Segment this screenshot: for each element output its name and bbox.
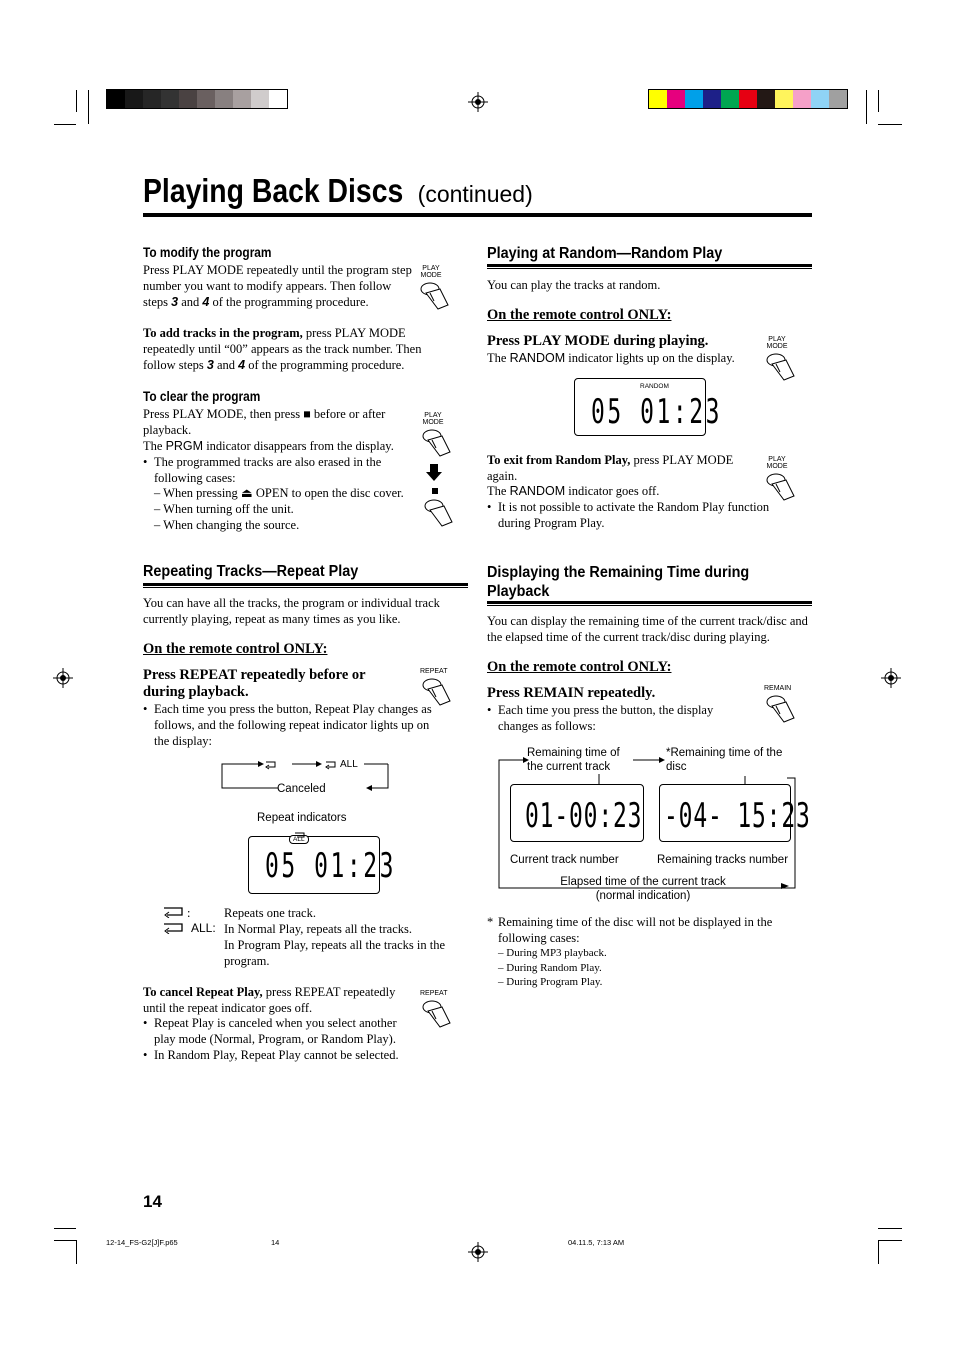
repeat-lcd-display xyxy=(248,836,396,894)
add-tracks-text: To add tracks in the program, press PLAY MODE repeatedly until “00” appears as the track number. Then follow steps 3 and 4 of the programming procedure. xyxy=(143,326,422,372)
prgm-text: The PRGM indicator disappears from the display. xyxy=(143,439,394,453)
repeat-lcd-icon xyxy=(294,832,306,840)
remain-press: Press REMAIN repeatedly. xyxy=(487,685,656,701)
page-number: 14 xyxy=(143,1192,162,1211)
elapsed-time-label: Elapsed time of the current track (normal indication) xyxy=(560,876,726,902)
random-lcd-readout: 05 01:23 xyxy=(591,393,722,432)
color-swatch xyxy=(233,90,251,108)
cycle-canceled-label: Canceled xyxy=(277,783,326,795)
clear-case-list: – When pressing ⏏ OPEN to open the disc cover. – When turning off the unit. – When changing the source. xyxy=(154,486,404,532)
repeat-all-icon xyxy=(324,760,338,770)
color-swatch xyxy=(649,90,667,108)
random-remote-only: On the remote control ONLY: xyxy=(487,307,672,323)
random-bullet: • It is not possible to activate the Random Play function during Program Play. xyxy=(487,500,770,530)
clear-text: Press PLAY MODE, then press ■ before or after playback. xyxy=(143,407,386,437)
repeat-button-icon: REPEAT xyxy=(420,668,456,714)
remain-disc-readout: -04- 15:23 xyxy=(664,797,811,836)
remain-track-readout: 01-00:23 xyxy=(525,797,643,836)
color-swatch xyxy=(721,90,739,108)
color-swatch xyxy=(107,90,125,108)
registration-target-icon xyxy=(468,1242,488,1262)
color-swatch xyxy=(215,90,233,108)
color-swatch xyxy=(125,90,143,108)
color-swatch xyxy=(269,90,287,108)
legend-one-sym: : xyxy=(187,906,191,920)
modify-text: Press PLAY MODE repeatedly until the program step number you want to modify appears. Then follow steps 3 and 4 of the programming procedure. xyxy=(143,263,412,309)
page-title-main: Playing Back Discs xyxy=(143,172,404,209)
repeat-indicators-label: Repeat indicators xyxy=(257,812,347,824)
color-swatch xyxy=(251,90,269,108)
remain-note: * Remaining time of the disc will not be displayed in the following cases: xyxy=(487,915,773,945)
random-intro: You can play the tracks at random. xyxy=(487,278,661,292)
repeat-press: Press REPEAT repeatedly before or during playback. xyxy=(143,667,366,700)
remaining-tracks-label: Remaining tracks number xyxy=(657,854,789,866)
random-lcd-display xyxy=(574,378,722,436)
footer-date: 04.11.5, 7:13 AM xyxy=(568,1238,625,1247)
repeat-rule xyxy=(143,583,468,586)
footer-page: 14 xyxy=(271,1238,280,1247)
remain-remote-only: On the remote control ONLY: xyxy=(487,659,672,675)
page-title xyxy=(143,172,533,210)
repeat-all-indicator: ALL xyxy=(289,835,309,844)
remain-track-label: Remaining time of the current track xyxy=(527,747,620,773)
cycle-all-label: ALL xyxy=(340,759,358,770)
play-mode-button-icon: PLAY MODE xyxy=(418,265,454,318)
color-swatch xyxy=(161,90,179,108)
random-lcd-indicator: RANDOM xyxy=(640,383,669,390)
repeat-one-icon xyxy=(162,906,186,918)
repeat-bullet: • Each time you press the button, Repeat Play changes as follows, and the following repeat indicator lights up on the display: xyxy=(143,702,432,748)
clear-bullet: • The programmed tracks are also erased in the following cases: xyxy=(143,455,382,485)
remain-intro: You can display the remaining time of the current track/disc and the elapsed time of the current track/disc during playing. xyxy=(487,614,808,644)
random-press: Press PLAY MODE during playing. xyxy=(487,333,709,349)
repeat-button-icon: REPEAT xyxy=(420,990,456,1036)
remain-rule xyxy=(487,601,812,604)
page-title-suffix: (continued) xyxy=(417,181,533,207)
color-swatch xyxy=(143,90,161,108)
repeat-remote-only: On the remote control ONLY: xyxy=(143,641,328,657)
legend-one-text: Repeats one track. xyxy=(224,906,316,920)
color-swatch xyxy=(793,90,811,108)
color-bar xyxy=(648,89,848,109)
color-swatch xyxy=(829,90,847,108)
remain-disc-lcd xyxy=(659,784,811,842)
color-swatch xyxy=(757,90,775,108)
color-swatch xyxy=(685,90,703,108)
random-indicator-text: The RANDOM indicator lights up on the display. xyxy=(487,351,735,365)
cancel-bullets: • Repeat Play is canceled when you select another play mode (Normal, Program, or Random Play). • In Random Play, Repeat Play cannot be selected. xyxy=(143,1016,399,1062)
random-heading: Playing at Random—Random Play xyxy=(487,245,723,262)
registration-target-icon xyxy=(881,668,901,688)
remain-disc-label: *Remaining time of the disc xyxy=(666,747,783,773)
play-mode-button-icon: PLAY MODE xyxy=(764,456,800,509)
remain-bullet: • Each time you press the button, the display changes as follows: xyxy=(487,703,714,733)
remain-track-lcd xyxy=(510,784,644,842)
color-swatch xyxy=(739,90,757,108)
clear-heading: To clear the program xyxy=(143,389,261,404)
legend-all-text: In Normal Play, repeats all the tracks. In Program Play, repeats all the tracks in the program. xyxy=(224,922,445,968)
random-off-text: The RANDOM indicator goes off. xyxy=(487,484,660,498)
color-swatch xyxy=(667,90,685,108)
play-mode-button-icon: PLAY MODE xyxy=(764,336,800,389)
cancel-repeat-text: To cancel Repeat Play, press REPEAT repeatedly until the repeat indicator goes off. xyxy=(143,985,396,1015)
repeat-intro: You can have all the tracks, the program or individual track currently playing, repeat as many times as you like. xyxy=(143,596,440,626)
repeat-one-icon xyxy=(264,760,278,770)
exit-random-text: To exit from Random Play, press PLAY MODE again. xyxy=(487,453,734,483)
footer-file: 12-14_FS-G2[J]F.p65 xyxy=(106,1238,178,1247)
remain-heading: Displaying the Remaining Time during Playback xyxy=(487,564,750,600)
remain-button-icon: REMAIN xyxy=(764,685,800,731)
grayscale-bar xyxy=(106,89,288,109)
modify-heading: To modify the program xyxy=(143,245,272,260)
color-swatch xyxy=(179,90,197,108)
random-rule xyxy=(487,264,812,267)
stop-button-icon xyxy=(420,486,456,530)
repeat-lcd-readout: 05 01:23 xyxy=(265,847,396,886)
color-swatch xyxy=(703,90,721,108)
registration-target-icon xyxy=(468,92,488,112)
current-track-number-label: Current track number xyxy=(510,854,619,866)
down-arrow-icon xyxy=(426,464,442,482)
repeat-heading: Repeating Tracks—Repeat Play xyxy=(143,563,359,580)
color-swatch xyxy=(197,90,215,108)
title-rule xyxy=(143,213,812,217)
color-swatch xyxy=(775,90,793,108)
repeat-all-icon xyxy=(162,922,186,934)
registration-target-icon xyxy=(53,668,73,688)
legend-all-sym: ALL: xyxy=(191,921,216,935)
remain-note-cases: – During MP3 playback. – During Random Play. – During Program Play. xyxy=(498,947,607,988)
play-mode-button-icon: PLAY MODE xyxy=(420,412,456,465)
color-swatch xyxy=(811,90,829,108)
